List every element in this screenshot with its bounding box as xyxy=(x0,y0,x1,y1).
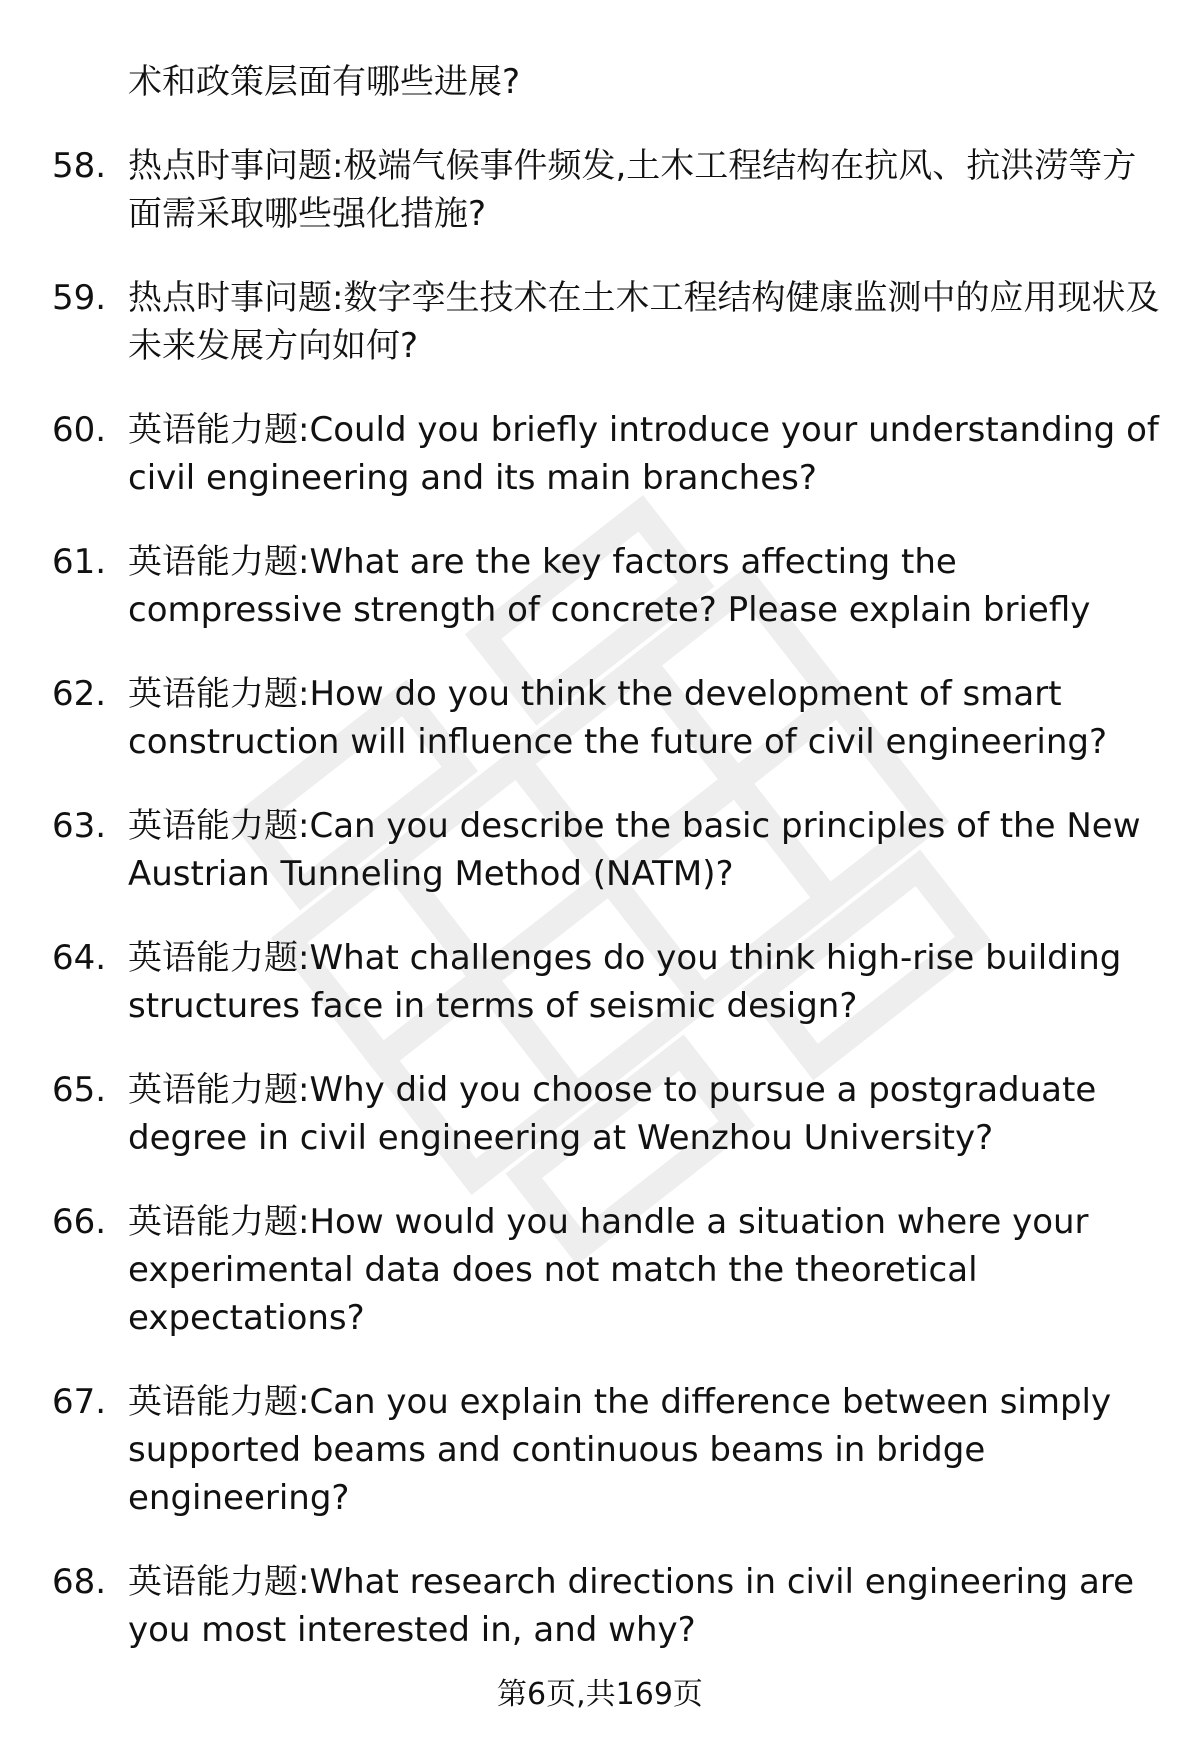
question-62 xyxy=(52,670,1162,766)
question-number: 64. xyxy=(52,938,107,978)
question-number: 61. xyxy=(52,542,107,582)
question-60 xyxy=(52,406,1162,502)
question-59 xyxy=(52,274,1162,370)
question-64 xyxy=(52,934,1162,1030)
question-63 xyxy=(52,802,1162,898)
question-number: 68. xyxy=(52,1562,107,1602)
question-text: 英语能力题:Why did you choose to pursue a postgraduate degree in civil engineering at Wenzhou University? xyxy=(128,1070,1097,1158)
continuation-text: 术和政策层面有哪些进展? xyxy=(128,62,521,102)
question-number: 65. xyxy=(52,1070,107,1110)
question-text: 英语能力题:Could you briefly introduce your understanding of civil engineering and its main branches? xyxy=(128,410,1159,498)
question-text: 英语能力题:What challenges do you think high-rise building structures face in terms of seismic design? xyxy=(128,938,1122,1026)
question-text: 热点时事问题:极端气候事件频发,土木工程结构在抗风、抗洪涝等方面需采取哪些强化措施? xyxy=(128,146,1137,234)
question-number: 62. xyxy=(52,674,107,714)
question-number: 66. xyxy=(52,1202,107,1242)
question-text: 热点时事问题:数字孪生技术在土木工程结构健康监测中的应用现状及未来发展方向如何? xyxy=(128,278,1160,366)
question-text: 英语能力题:What research directions in civil engineering are you most interested in, and why? xyxy=(128,1562,1135,1650)
question-65 xyxy=(52,1066,1162,1162)
question-58 xyxy=(52,142,1162,238)
question-text: 英语能力题:What are the key factors affecting the compressive strength of concrete? Please explain briefly xyxy=(128,542,1091,630)
question-text: 英语能力题:Can you describe the basic principles of the New Austrian Tunneling Method (NATM)? xyxy=(128,806,1141,894)
question-66 xyxy=(52,1198,1162,1342)
page-footer: 第6页,共169页 xyxy=(497,1677,703,1712)
question-number: 63. xyxy=(52,806,107,846)
question-61 xyxy=(52,538,1162,634)
question-number: 60. xyxy=(52,410,107,450)
question-number: 59. xyxy=(52,278,107,318)
question-text: 英语能力题:Can you explain the difference between simply supported beams and continuous beams in bridge engineering? xyxy=(128,1382,1112,1518)
question-text: 英语能力题:How do you think the development of smart construction will influence the future of civil engineering? xyxy=(128,674,1108,762)
question-number: 58. xyxy=(52,146,107,186)
question-text: 英语能力题:How would you handle a situation where your experimental data does not match the theoretical expectations? xyxy=(128,1202,1089,1338)
question-68 xyxy=(52,1558,1162,1654)
question-list xyxy=(52,142,1162,1690)
question-67 xyxy=(52,1378,1162,1522)
question-number: 67. xyxy=(52,1382,107,1422)
